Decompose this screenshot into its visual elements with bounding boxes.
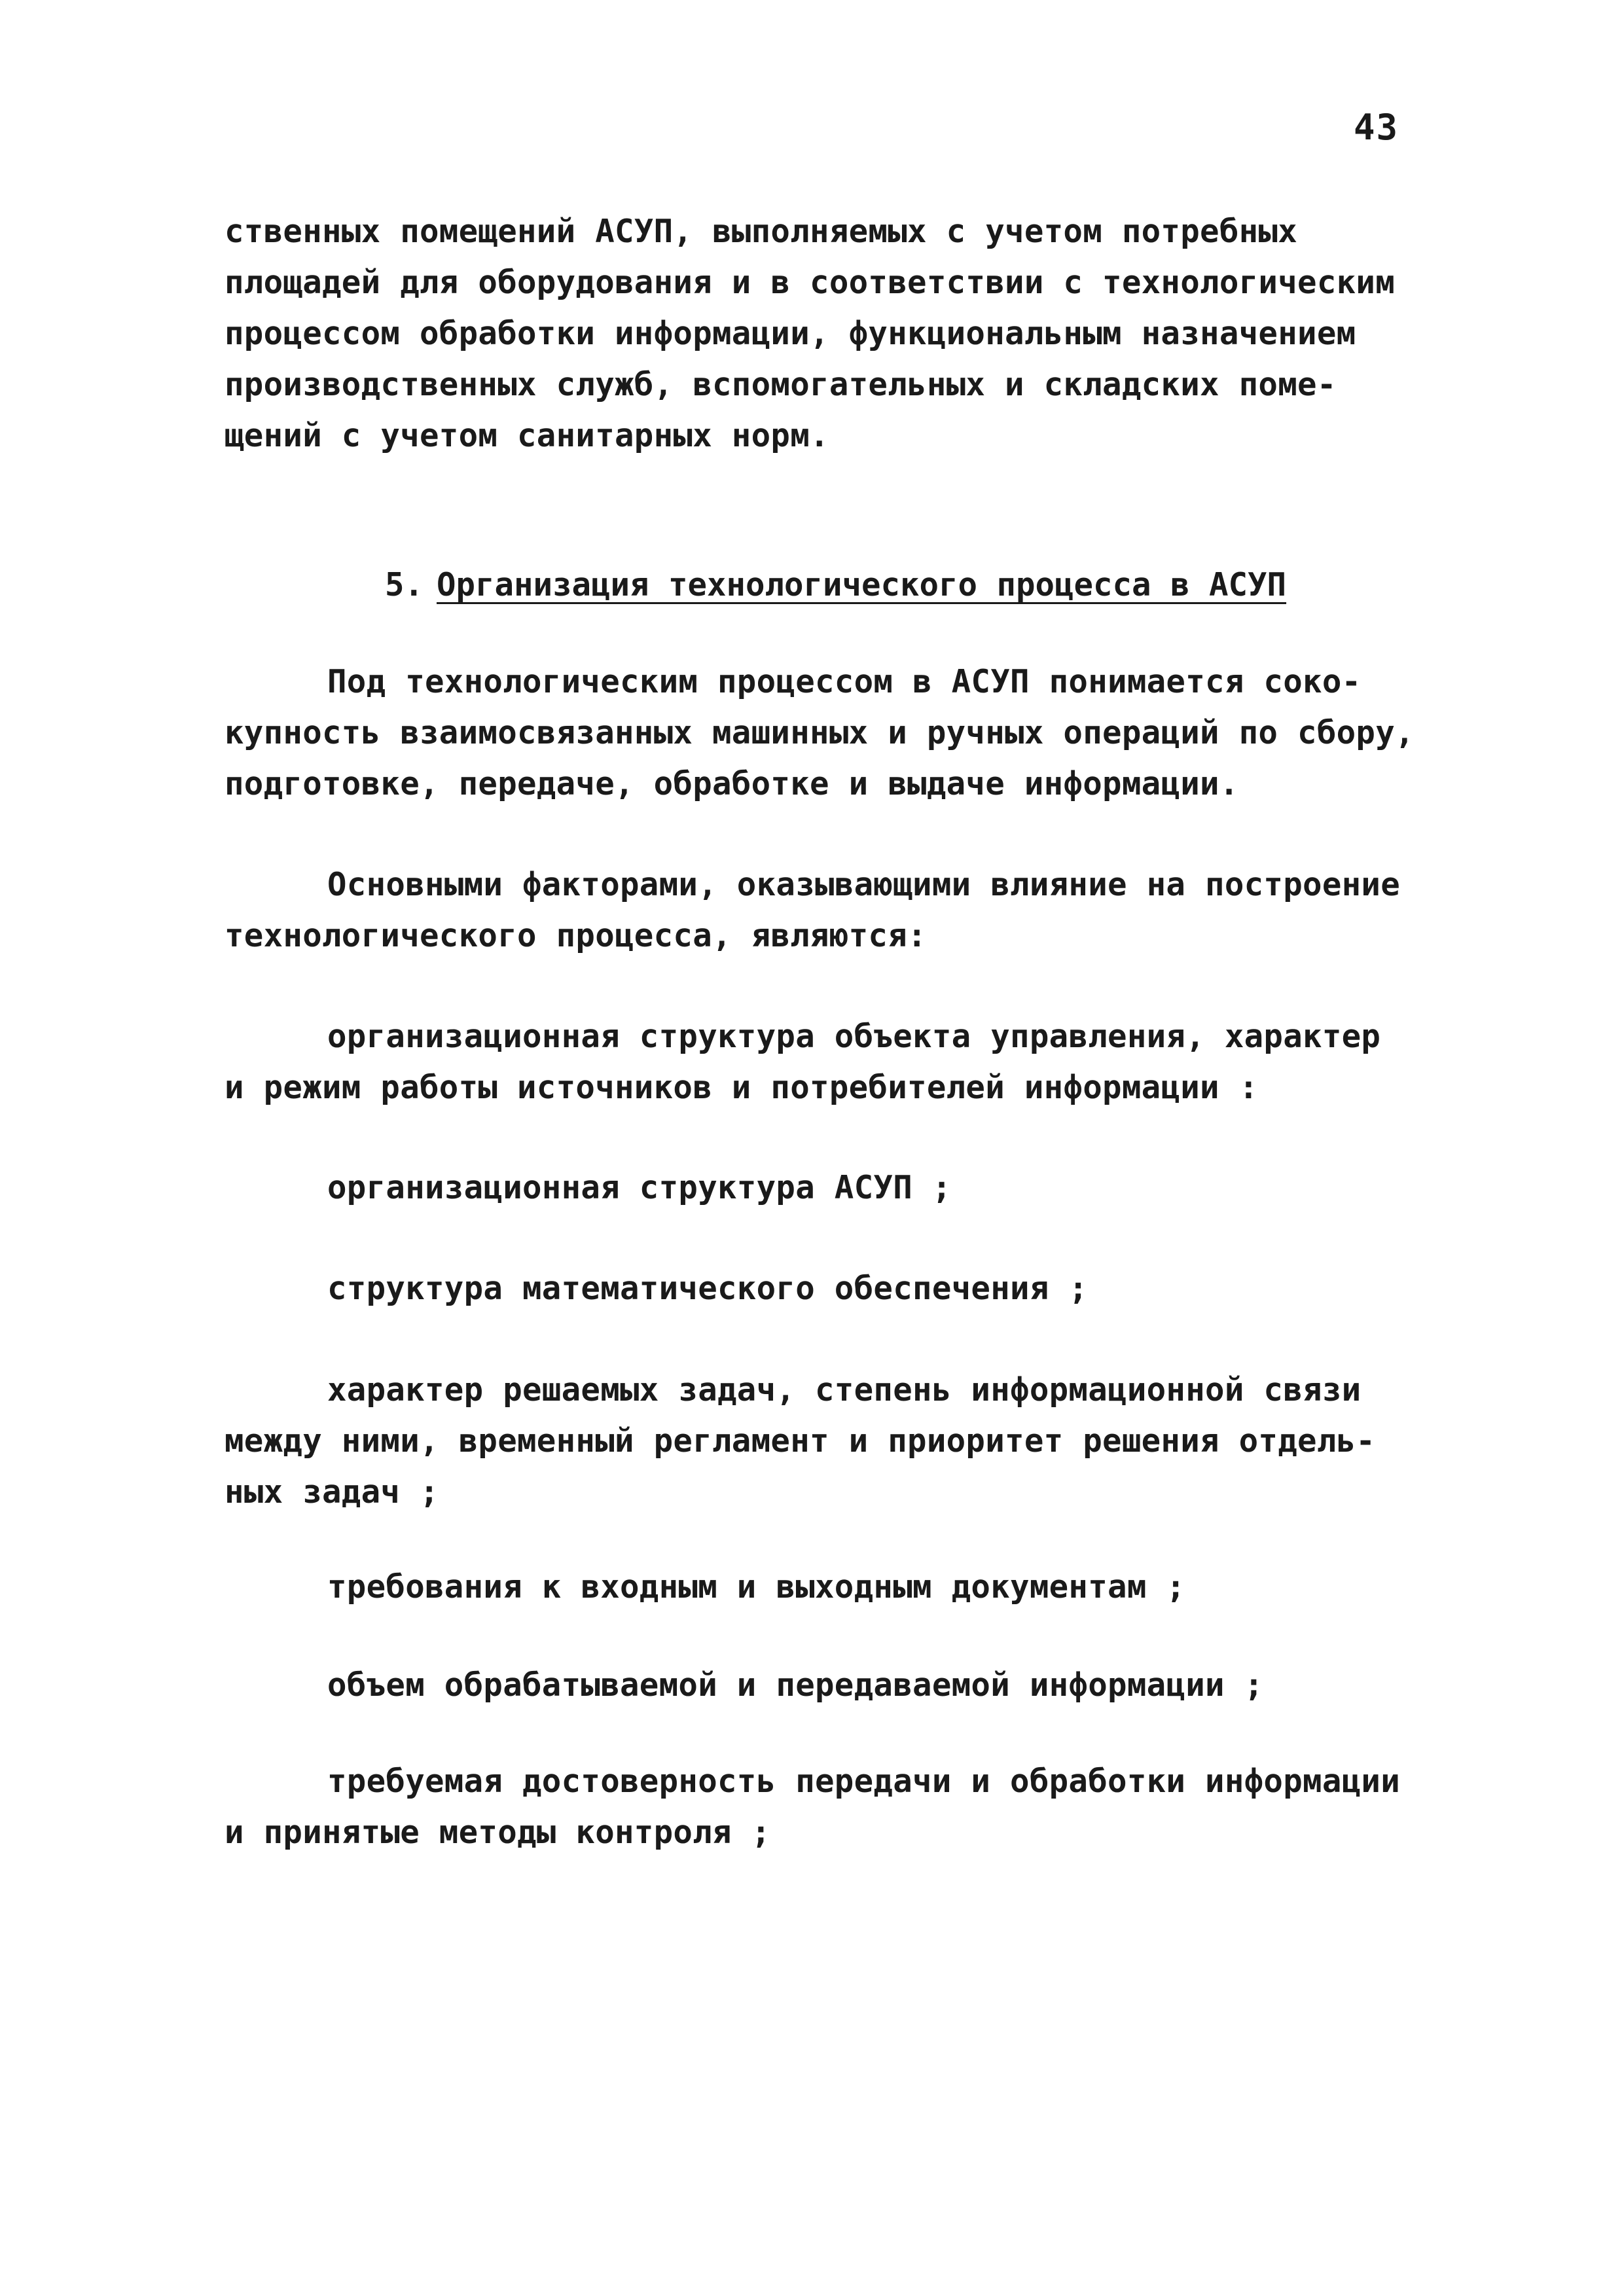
text-line: структура математического обеспечения ; (327, 1270, 1089, 1307)
text-line: ных задач ; (225, 1473, 439, 1511)
section-title: Организация технологического процесса в АСУП (437, 566, 1287, 603)
text-line: процессом обработки информации, функциональным назначением (225, 315, 1356, 352)
factor-item (225, 1756, 1400, 1858)
text-line: Основными факторами, оказывающими влияние на построение (327, 866, 1401, 903)
factor-item (225, 1162, 952, 1213)
text-line: требуемая достоверность передачи и обработки информации (327, 1763, 1401, 1800)
text-line: организационная структура АСУП ; (327, 1169, 952, 1206)
text-line: и принятые методы контроля ; (225, 1814, 771, 1851)
text-line: площадей для оборудования и в соответствии с технологическим (225, 264, 1396, 301)
factor-item (225, 1660, 1263, 1711)
factor-item (225, 1263, 1088, 1314)
factor-item (225, 1365, 1375, 1518)
factor-item (225, 1562, 1185, 1613)
section-heading (385, 560, 1286, 611)
text-line: подготовке, передаче, обработке и выдаче информации. (225, 765, 1239, 802)
text-line: купность взаимосвязанных машинных и ручных операций по сбору, (225, 714, 1415, 751)
section-number: 5. (385, 566, 424, 603)
text-line: ственных помещений АСУП, выполняемых с учетом потребных (225, 213, 1298, 250)
text-line: технологического процесса, являются: (225, 917, 927, 954)
text-line: и режим работы источников и потребителей информации : (225, 1069, 1259, 1106)
text-line: Под технологическим процессом в АСУП понимается соко- (327, 663, 1362, 700)
page-number: 43 (1354, 107, 1399, 148)
text-line: характер решаемых задач, степень информационной связи (327, 1371, 1362, 1408)
text-line: между ними, временный регламент и приоритет решения отдель- (225, 1422, 1376, 1460)
text-line: производственных служб, вспомогательных и складских поме- (225, 366, 1337, 403)
text-line: требования к входным и выходным документам ; (327, 1568, 1186, 1605)
text-line: щений с учетом санитарных норм. (225, 417, 829, 454)
factor-item (225, 1011, 1380, 1113)
text-line: организационная структура объекта управления, характер (327, 1018, 1381, 1055)
text-line: объем обрабатываемой и передаваемой информации ; (327, 1666, 1264, 1704)
definition-paragraph (225, 656, 1415, 810)
continuation-paragraph (225, 206, 1395, 461)
factors-intro-paragraph (225, 859, 1400, 961)
